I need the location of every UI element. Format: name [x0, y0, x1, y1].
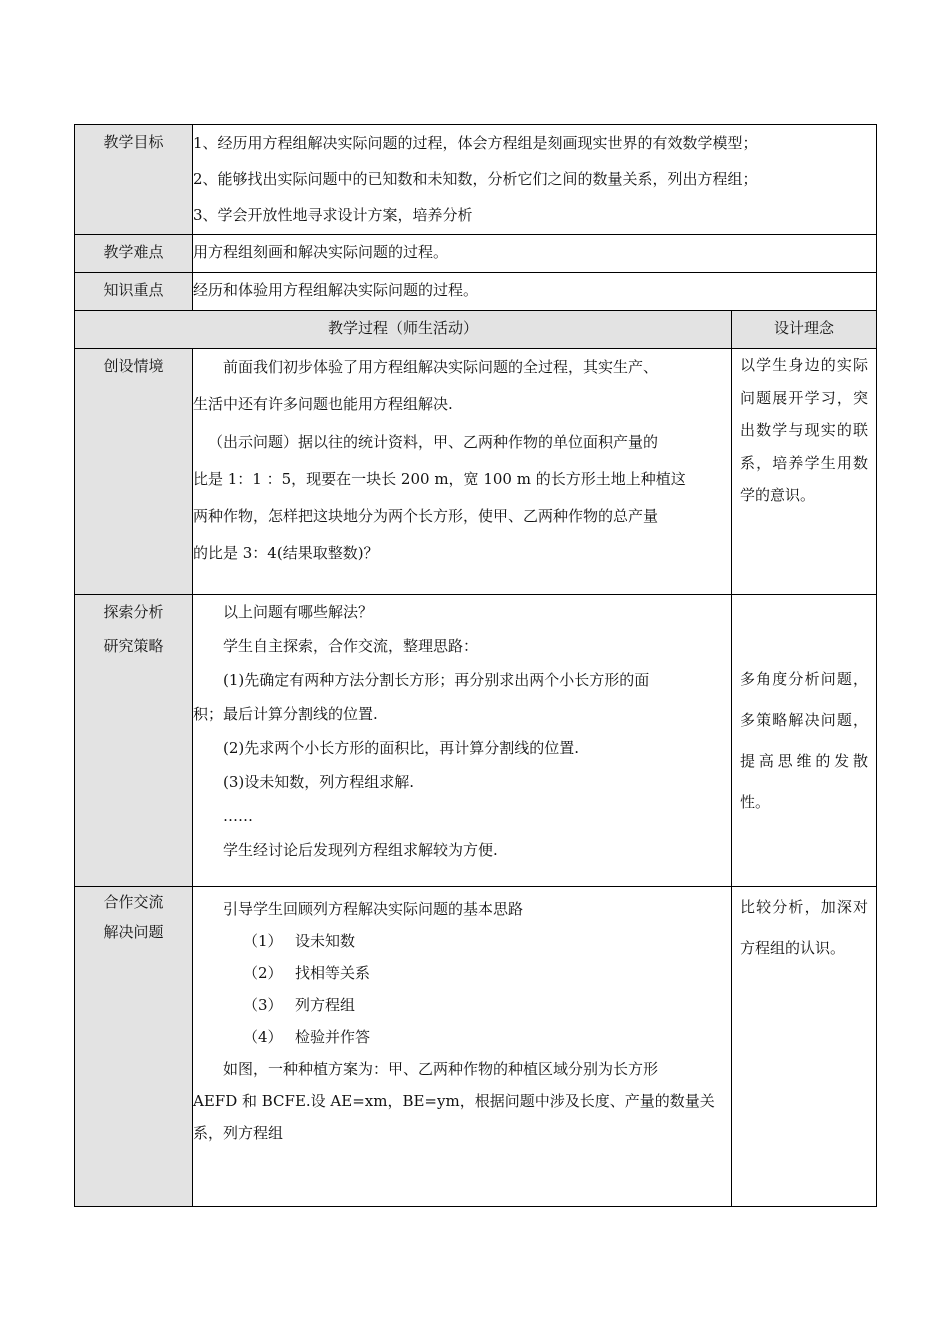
goal-item: 2、能够找出实际问题中的已知数和未知数，分析它们之间的数量关系，列出方程组；: [193, 170, 758, 188]
row-keypoint: [75, 273, 877, 311]
difficulty-text: 用方程组刻画和解决实际问题的过程。: [193, 235, 877, 273]
process-header: 教学过程（师生活动）: [75, 311, 732, 349]
step-item: [193, 1021, 731, 1053]
step-item: [193, 925, 731, 957]
difficulty-label: 教学难点: [75, 235, 193, 273]
cooperate-para-line: 系，列方程组: [193, 1124, 284, 1142]
situation-line: 比是 1：1 ：5，现要在一块长 200 m，宽 100 m 的长方形土地上种植这: [193, 469, 686, 488]
step-text: 找相等关系: [295, 964, 371, 982]
cooperate-design: [732, 887, 877, 1207]
keypoint-label: 知识重点: [75, 273, 193, 311]
situation-line: 的比是 3：4(结果取整数)？: [193, 544, 379, 563]
explore-label: [75, 595, 193, 887]
explore-design: [732, 595, 877, 887]
cooperate-para-line: AEFD 和 BCFE.设 AE=xm，BE=ym，根据问题中涉及长度、产量的数量关: [193, 1092, 715, 1110]
row-situation: [75, 349, 877, 595]
cooperate-design-text: 比较分析，加深对方程组的认识。: [740, 898, 868, 957]
cooperate-label-line1: 合作交流: [103, 893, 164, 911]
row-header: [75, 311, 877, 349]
situation-content: [193, 349, 732, 595]
explore-design-text: 多角度分析问题，多策略解决问题，提高思维的发散性。: [740, 669, 868, 811]
explore-line: 学生经讨论后发现列方程组求解较为方便.: [223, 841, 498, 859]
row-explore: [75, 595, 877, 887]
step-num: （4）: [243, 1028, 283, 1046]
row-cooperate: [75, 887, 877, 1207]
explore-label-line2: 研究策略: [103, 637, 164, 655]
cooperate-intro: 引导学生回顾列方程解决实际问题的基本思路: [223, 900, 524, 918]
step-item: [193, 957, 731, 989]
situation-design: [732, 349, 877, 595]
goals-label: 教学目标: [75, 125, 193, 235]
explore-line: 学生自主探索，合作交流，整理思路：: [223, 637, 479, 655]
situation-design-text: 以学生身边的实际问题展开学习，突出数学与现实的联系，培养学生用数学的意识。: [740, 356, 868, 504]
concept-header: 设计理念: [732, 311, 877, 349]
step-text: 检验并作答: [295, 1028, 371, 1046]
situation-line: （出示问题）据以往的统计资料，甲、乙两种作物的单位面积产量的: [208, 432, 659, 451]
row-goals: [75, 125, 877, 235]
explore-content: [193, 595, 732, 887]
step-item: [193, 989, 731, 1021]
step-text: 设未知数: [295, 932, 356, 950]
situation-line: 两种作物，怎样把这块地分为两个长方形，使甲、乙两种作物的总产量: [193, 507, 659, 526]
step-num: （3）: [243, 996, 283, 1014]
cooperate-label-line2: 解决问题: [103, 923, 164, 941]
row-difficulty: [75, 235, 877, 273]
explore-line: (3)设未知数，列方程组求解.: [223, 773, 415, 791]
explore-line: (2)先求两个小长方形的面积比，再计算分割线的位置.: [223, 739, 580, 757]
step-text: 列方程组: [295, 996, 356, 1014]
goal-item: 1、经历用方程组解决实际问题的过程，体会方程组是刻画现实世界的有效数学模型；: [193, 134, 758, 152]
cooperate-content: [193, 887, 732, 1207]
explore-line: 以上问题有哪些解法？: [223, 603, 374, 621]
explore-label-line1: 探索分析: [103, 603, 164, 621]
situation-line: 生活中还有许多问题也能用方程组解决.: [193, 395, 453, 414]
situation-label: 创设情境: [75, 349, 193, 595]
situation-line: 前面我们初步体验了用方程组解决实际问题的全过程，其实生产、: [223, 358, 659, 376]
explore-line: 积；最后计算分割线的位置.: [193, 705, 378, 723]
goal-item: 3、学会开放性地寻求设计方案，培养分析: [193, 206, 473, 224]
cooperate-label: [75, 887, 193, 1207]
step-num: （1）: [243, 932, 283, 950]
goals-content: [193, 125, 877, 235]
cooperate-para-line: 如图，一种种植方案为：甲、乙两种作物的种植区域分别为长方形: [223, 1060, 659, 1078]
lesson-plan-table: [74, 124, 877, 1207]
explore-line: ……: [223, 807, 253, 825]
step-num: （2）: [243, 964, 283, 982]
explore-line: (1)先确定有两种方法分割长方形；再分别求出两个小长方形的面: [223, 671, 650, 689]
keypoint-text: 经历和体验用方程组解决实际问题的过程。: [193, 273, 877, 311]
